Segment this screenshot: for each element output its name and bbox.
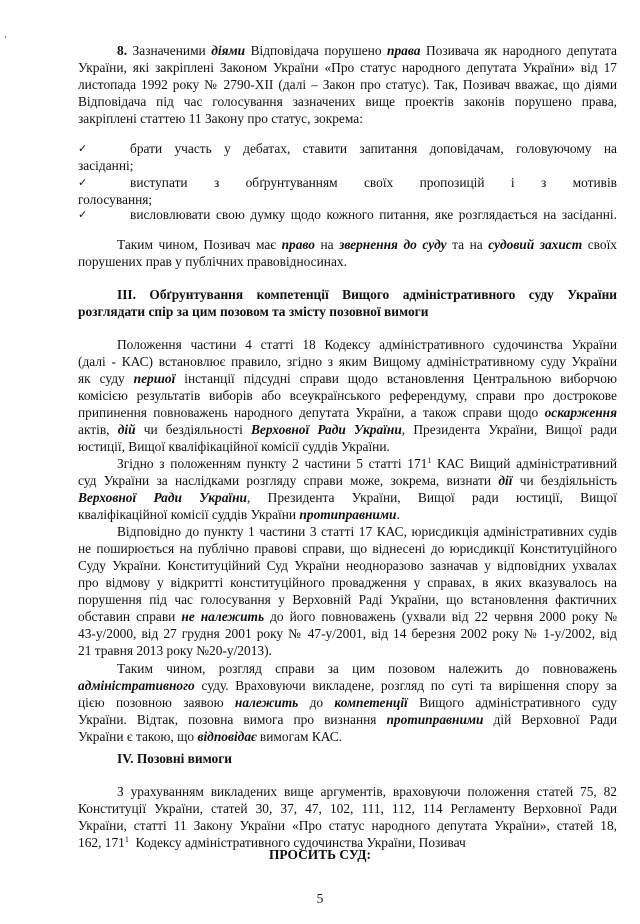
text-line: виступати з обґрунтуванням своїх пропозицій і з мотивів xyxy=(130,175,617,190)
text-line: про відмову у відкритті конституційного провадження у справах, в яких вказувалось на xyxy=(78,575,617,590)
text-line: комісією результатів виборів або всеукраїнського референдуму, справи про дострокове xyxy=(78,388,617,403)
text-line xyxy=(78,370,617,387)
text: . xyxy=(396,507,400,522)
text: як суду xyxy=(78,371,134,386)
text-line: листопада 1992 року № 2790-XII (далі – Закон про статус). Так, Позивач вважає, що діями xyxy=(78,77,617,92)
checkmark-icon: ✓ xyxy=(78,142,88,155)
text: дій Верховної Ради xyxy=(483,712,617,727)
text: України. Відтак, позовна вимога про визнання xyxy=(78,712,387,727)
text: Відповідача порушено xyxy=(245,43,388,58)
text: до його повноважень (ухвали від 22 червня 2000 року № xyxy=(264,609,618,624)
text: обставин справи xyxy=(78,609,182,624)
text-line: Конституції України, статей 30, 37, 47, 102, 111, 112, 114 Регламенту Верховної Ради xyxy=(78,801,617,816)
text-line xyxy=(78,677,617,694)
text: чи бездіяльність xyxy=(512,473,617,488)
text-line: брати участь у дебатах, ставити запитання доповідачам, головуючому на xyxy=(130,141,617,156)
text-line xyxy=(78,404,617,421)
superscript: 1 xyxy=(124,835,129,844)
text: Позивача як народного депутата xyxy=(420,43,617,58)
emphasis: дій xyxy=(117,422,136,437)
text-line: Таким чином, розгляд справи за цим позовом належить до повноважень xyxy=(117,661,617,676)
text-line xyxy=(78,728,617,745)
text-line: порушених прав у публічних правовідносинах. xyxy=(78,254,347,269)
emphasis: протиправними xyxy=(386,712,484,727)
text: вимогам КАС. xyxy=(256,729,343,744)
scan-artifact xyxy=(5,36,6,38)
text-line xyxy=(78,711,617,728)
text-line: 21 травня 2013 року №20-у/2013). xyxy=(78,643,272,658)
text-line: голосування; xyxy=(78,192,153,207)
text-line: З урахуванням викладених вище аргументів, враховуючи положення статей 75, 82 xyxy=(117,784,617,799)
text-line xyxy=(117,455,617,472)
text: своїх xyxy=(582,237,617,252)
text-line: Суду України. Конституційний Суд України неодноразово зазначав у відповідних ухвалах xyxy=(78,558,617,573)
text-line xyxy=(78,608,617,625)
text: кваліфікаційної комісії суддів України xyxy=(78,507,300,522)
paragraph-number: 8. xyxy=(117,43,128,58)
text-line: порушення під час голосування у Верховній Раді України, що встановлення фактичних xyxy=(78,592,617,607)
text-line xyxy=(117,42,617,59)
emphasis: відповідає xyxy=(197,729,257,744)
text-line: України, які закріплені Законом України «Про статус народного депутата України» від 17 xyxy=(78,60,617,75)
text: інстанції підсудні справи щодо встановлення Центральною виборчою xyxy=(175,371,617,386)
text: Згідно з положенням пункту 2 частини 5 статті 171 xyxy=(117,456,428,471)
text: суду. Враховуючи викладене, розгляд по суті та вирішення спору за xyxy=(194,678,617,693)
emphasis: Верховної Ради України xyxy=(78,490,248,505)
text: Зазначеними xyxy=(132,43,212,58)
emphasis: не належить xyxy=(181,609,265,624)
text: , Президента України, Вищої ради xyxy=(401,422,618,437)
emphasis: дії xyxy=(498,473,513,488)
text-line: засіданні; xyxy=(78,158,134,173)
text-line xyxy=(78,421,617,438)
text: цією позовною заявою xyxy=(78,695,235,710)
emphasis: звернення до суду xyxy=(339,237,447,252)
text-line xyxy=(78,506,617,523)
text: Кодексу адміністративного судочинства України, Позивач xyxy=(128,835,466,850)
text: припинення повноважень народного депутата України, а також справи щодо xyxy=(78,405,545,420)
emphasis: компетенції xyxy=(334,695,408,710)
checkmark-icon: ✓ xyxy=(78,176,88,189)
emphasis: першої xyxy=(133,371,176,386)
text: , Президента України, Вищої ради юстиції, Вищої xyxy=(247,490,617,505)
text: чи бездіяльності xyxy=(135,422,251,437)
text: до xyxy=(298,695,335,710)
text: актів, xyxy=(78,422,118,437)
emphasis: адміністративного xyxy=(78,678,195,693)
text-line: Положення частини 4 статті 18 Кодексу адміністративного судочинства України xyxy=(117,337,617,352)
text-line: не поширюється на публічно правові справи, що віднесені до юрисдикції Конституційного xyxy=(78,541,617,556)
text: України є такою, що xyxy=(78,729,198,744)
text-line xyxy=(78,694,617,711)
text: на xyxy=(314,237,340,252)
text: та на xyxy=(446,237,489,252)
text: суд України за наслідками розгляду справи може, зокрема, визнати xyxy=(78,473,499,488)
text-line: (далі - КАС) встановлює правило, згідно з яким Вищому адміністративному суду України xyxy=(78,354,617,369)
text-line: Відповідача під час голосування зазначених вище проектів законів порушено права, xyxy=(78,94,617,109)
heading-line: ІІІ. Обґрунтування компетенції Вищого адміністративного суду України xyxy=(117,287,617,302)
text: 162, 171 xyxy=(78,835,125,850)
emphasis: судовий захист xyxy=(488,237,583,252)
text: КАС Вищий адміністративний xyxy=(431,456,617,471)
emphasis: протиправними xyxy=(299,507,397,522)
emphasis: права xyxy=(387,43,421,58)
superscript: 1 xyxy=(427,456,432,465)
text-line: юстиції, Вищої кваліфікаційної комісії суддів України. xyxy=(78,439,390,454)
text: Вищого адміністративного суду xyxy=(407,695,617,710)
page-number: 5 xyxy=(316,891,324,906)
checkmark-icon: ✓ xyxy=(78,208,88,221)
text-line xyxy=(78,472,617,489)
emphasis: належить xyxy=(234,695,299,710)
heading-line: розглядати спір за цим позовом та змісту позовної вимоги xyxy=(78,304,429,319)
emphasis: оскарження xyxy=(544,405,617,420)
text-line: висловлювати свою думку щодо кожного питання, яке розглядається на засіданні. xyxy=(130,207,617,222)
text-line xyxy=(78,489,617,506)
emphasis: право xyxy=(281,237,315,252)
text-line xyxy=(117,236,617,253)
text-line: 43-у/2000, від 27 грудня 2001 року № 47-у/2001, від 14 березня 2002 року № 1-у/2002, від xyxy=(78,626,617,641)
text-line: закріплені статтею 11 Закону про статус, зокрема: xyxy=(78,111,363,126)
emphasis: діями xyxy=(211,43,246,58)
text-line: Відповідно до пункту 1 частини 3 статті 17 КАС, юрисдикція адміністративних судів xyxy=(117,524,617,539)
emphasis: Верховної Ради України xyxy=(251,422,402,437)
text-line: України, статті 11 Закону України «Про статус народного депутата України», статей 18, xyxy=(78,818,617,833)
text: Таким чином, Позивач має xyxy=(117,237,282,252)
request-heading-text: ПРОСИТЬ СУД: xyxy=(269,847,371,862)
section-4-heading: IV. Позовні вимоги xyxy=(117,751,233,766)
